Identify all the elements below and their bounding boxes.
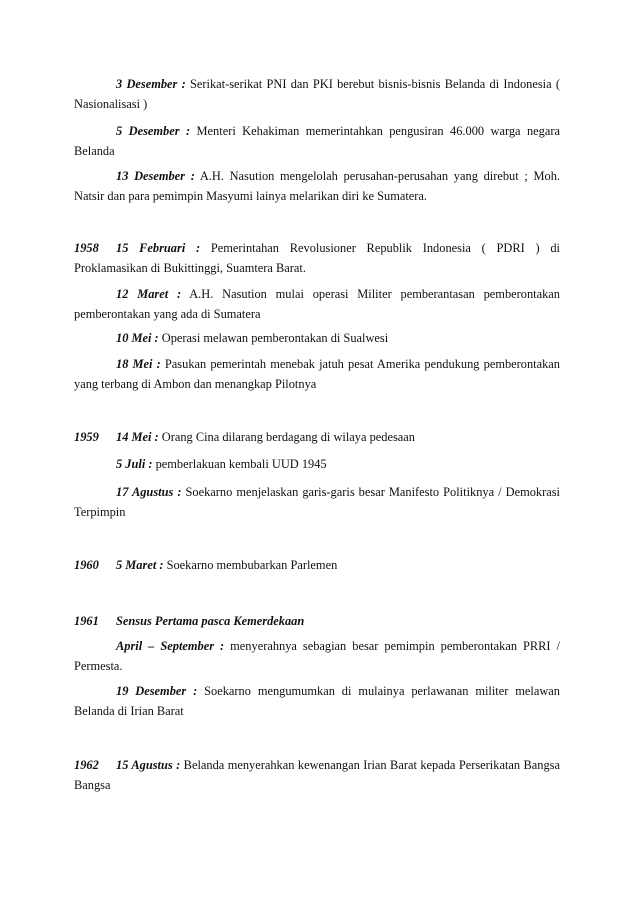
entry-year: 1960	[74, 558, 99, 572]
entry-text: Soekarno menjelaskan garis-garis besar Manifesto Politiknya / Demokrasi Terpimpin	[74, 485, 560, 519]
entry-1962-15-agustus	[74, 755, 560, 795]
entry-heading: Sensus Pertama pasca Kemerdekaan	[116, 614, 305, 628]
entry-13-desember	[74, 166, 560, 206]
entry-1961-sensus	[74, 611, 560, 631]
entry-date: 5 Desember :	[116, 124, 191, 138]
entry-12-maret	[74, 284, 560, 324]
entry-date: April – September :	[116, 639, 225, 653]
entry-date: 15 Agustus :	[116, 758, 181, 772]
entry-date: 19 Desember :	[116, 684, 198, 698]
entry-text: A.H. Nasution mulai operasi Militer pemberantasan pemberontakan pemberontakan yang ada di Sumatera	[74, 287, 560, 321]
entry-1958-15-februari	[74, 238, 560, 278]
entry-april-september	[74, 636, 560, 676]
entry-1959-14-mei	[74, 427, 560, 447]
entry-text: menyerahnya sebagian besar pemimpin pemberontakan PRRI / Permesta.	[74, 639, 560, 673]
entry-year: 1961	[74, 614, 99, 628]
entry-date: 3 Desember :	[116, 77, 186, 91]
entry-5-desember	[74, 121, 560, 161]
entry-1960-5-maret	[74, 555, 560, 575]
entry-text: pemberlakuan kembali UUD 1945	[152, 457, 327, 471]
entry-date: 15 Februari :	[116, 241, 201, 255]
entry-year: 1962	[74, 758, 99, 772]
entry-year: 1958	[74, 241, 99, 255]
entry-text: Soekarno mengumumkan di mulainya perlawanan militer melawan Belanda di Irian Barat	[74, 684, 560, 718]
entry-date: 14 Mei :	[116, 430, 159, 444]
entry-text: Serikat-serikat PNI dan PKI berebut bisnis-bisnis Belanda di Indonesia ( Nasionalisasi )	[74, 77, 560, 111]
entry-text: Operasi melawan pemberontakan di Sualwesi	[158, 331, 389, 345]
entry-text: Pasukan pemerintah menebak jatuh pesat Amerika pendukung pemberontakan yang terbang di Ambon dan menangkap Pilotnya	[74, 357, 561, 391]
entry-text: Menteri Kehakiman memerintahkan pengusiran 46.000 warga negara Belanda	[74, 124, 560, 158]
entry-date: 10 Mei :	[116, 331, 159, 345]
entry-date: 18 Mei :	[116, 357, 161, 371]
entry-year: 1959	[74, 430, 99, 444]
entry-date: 5 Maret :	[116, 558, 164, 572]
entry-text: Soekarno membubarkan Parlemen	[163, 558, 338, 572]
entry-date: 17 Agustus :	[116, 485, 182, 499]
entry-17-agustus	[74, 482, 560, 522]
entry-5-juli	[74, 454, 560, 474]
entry-19-desember	[74, 681, 560, 721]
entry-text: Belanda menyerahkan kewenangan Irian Barat kepada Perserikatan Bangsa Bangsa	[74, 758, 560, 792]
entry-date: 13 Desember :	[116, 169, 195, 183]
entry-3-desember	[74, 74, 560, 114]
entry-date: 5 Juli :	[116, 457, 153, 471]
entry-date: 12 Maret :	[116, 287, 182, 301]
entry-18-mei	[74, 354, 560, 394]
entry-text: A.H. Nasution mengelolah perusahan-perusahan yang direbut ; Moh. Natsir dan para pemimpin Masyumi lainya melarikan diri ke Sumatera.	[74, 169, 560, 203]
entry-text: Orang Cina dilarang berdagang di wilaya pedesaan	[158, 430, 415, 444]
entry-10-mei	[74, 328, 560, 348]
entry-text: Pemerintahan Revolusioner Republik Indonesia ( PDRI ) di Proklamasikan di Bukittinggi, Suamtera Barat.	[74, 241, 560, 275]
